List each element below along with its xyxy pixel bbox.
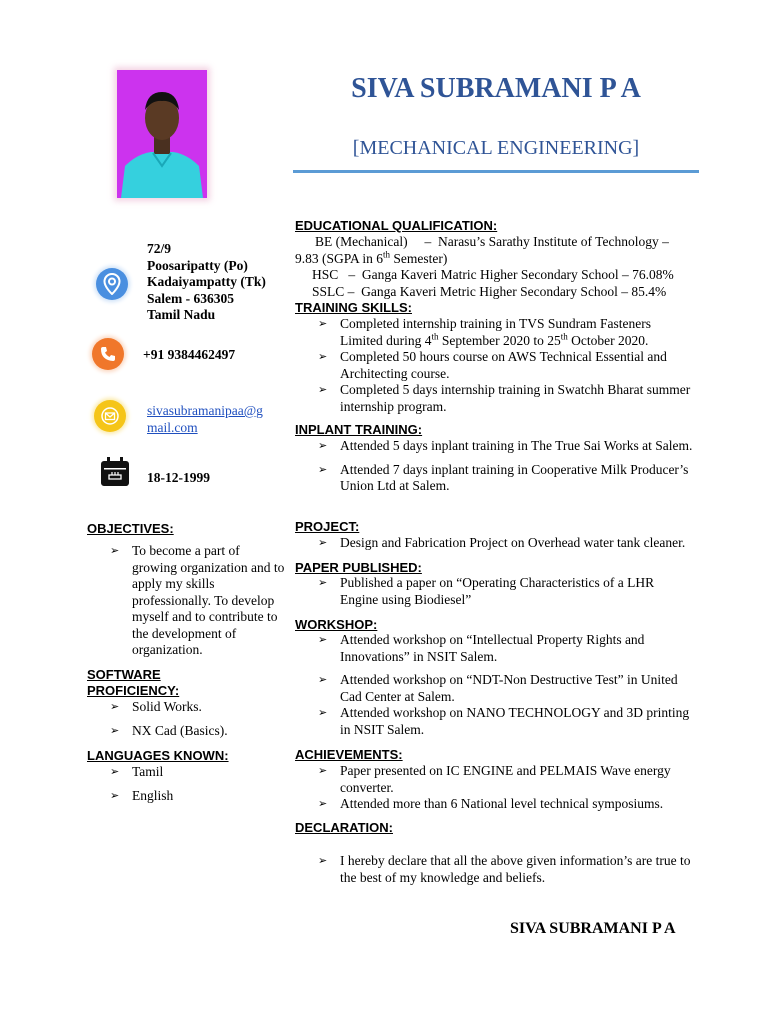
address-line: Kadaiyampatty (Tk) (147, 274, 266, 289)
list-item: ➢ Solid Works. (87, 699, 287, 716)
list-item: ➢ I hereby declare that all the above given information’s are true to the best of my knowledge and beliefs. (295, 853, 705, 886)
email-line-2: mail.com (147, 419, 198, 435)
address-line: Salem - 636305 (147, 290, 234, 306)
workshop-list (295, 632, 695, 738)
languages-heading: LANGUAGES KNOWN: (87, 748, 229, 763)
email-icon (94, 400, 126, 432)
declaration-list (295, 853, 705, 886)
inplant-list (295, 438, 695, 495)
list-item: ➢ Attended 5 days inplant training in The True Sai Works at Salem. (295, 438, 695, 455)
list-item: ➢ Completed 5 days internship training in Swatchh Bharat summer internship program. (295, 382, 695, 415)
address-line: Poosaripatty (Po) (147, 257, 248, 273)
workshop-heading: WORKSHOP: (295, 617, 378, 632)
phone-icon (92, 338, 124, 370)
education-be-line2: 9.83 (SGPA in 6th Semester) (295, 249, 448, 266)
achievements-list (295, 763, 695, 813)
project-heading: PROJECT: (295, 519, 360, 534)
list-item: ➢ Design and Fabrication Project on Overhead water tank cleaner. (295, 535, 705, 552)
list-item: ➢ Paper presented on IC ENGINE and PELMAIS Wave energy converter. (295, 763, 695, 796)
list-item: ➢ Attended workshop on NANO TECHNOLOGY and 3D printing in NSIT Salem. (295, 705, 695, 738)
address-line: Tamil Nadu (147, 307, 216, 322)
email-link[interactable] (147, 403, 272, 436)
education-hsc: HSC – Ganga Kaveri Matric Higher Secondary School – 76.08% (312, 267, 674, 282)
education-heading: EDUCATIONAL QUALIFICATION: (295, 218, 498, 233)
signature-name: SIVA SUBRAMANI P A (510, 920, 676, 937)
software-list (87, 699, 287, 739)
list-item: ➢ Completed 50 hours course on AWS Technical Essential and Architecting course. (295, 349, 695, 382)
list-item: ➢ Attended more than 6 National level technical symposiums. (295, 796, 695, 813)
list-item: ➢ Attended workshop on “Intellectual Property Rights and Innovations” in NSIT Salem. (295, 632, 695, 665)
address-line: 72/9 (147, 241, 172, 256)
achievements-heading: ACHIEVEMENTS: (295, 747, 403, 762)
list-item: ➢ To become a part of growing organization and to apply my skills professionally. To develop myself and to contribute to the development of organization. (87, 543, 287, 659)
list-item: ➢ NX Cad (Basics). (87, 723, 287, 740)
date-of-birth: 18-12-1999 (147, 470, 210, 485)
list-item: ➢ Tamil (87, 764, 287, 781)
list-item: ➢ Attended 7 days inplant training in Cooperative Milk Producer’s Union Ltd at Salem. (295, 462, 695, 495)
location-pin-icon (96, 268, 128, 300)
paper-heading: PAPER PUBLISHED: (295, 560, 422, 575)
list-item: ➢ English (87, 788, 287, 805)
paper-list (295, 575, 695, 608)
software-heading-line: SOFTWARE (87, 667, 161, 682)
training-list (295, 316, 695, 415)
declaration-heading: DECLARATION: (295, 820, 393, 835)
list-item: ➢ Attended workshop on “NDT-Non Destructive Test” in United Cad Center at Salem. (295, 672, 695, 705)
project-list (295, 535, 705, 552)
education-be-line1: BE (Mechanical) – Narasu’s Sarathy Institute of Technology – (315, 234, 669, 249)
email-line-1: sivasubramanipaa@g (147, 403, 263, 418)
calendar-icon (99, 457, 131, 487)
software-heading (87, 667, 179, 699)
languages-list (87, 764, 287, 804)
training-heading: TRAINING SKILLS: (295, 300, 412, 315)
education-sslc: SSLC – Ganga Kaveri Metric Higher Secondary School – 85.4% (312, 283, 667, 299)
list-item: ➢ Published a paper on “Operating Characteristics of a LHR Engine using Biodiesel” (295, 575, 695, 608)
objectives-list (87, 543, 287, 659)
candidate-name: SIVA SUBRAMANI P A (351, 73, 641, 104)
address-block (147, 241, 266, 324)
phone-number: +91 9384462497 (143, 347, 236, 362)
software-heading-line: PROFICIENCY: (87, 683, 180, 698)
education-block (295, 234, 695, 300)
profile-photo (117, 70, 207, 198)
list-item: ➢ Completed internship training in TVS Sundram Fasteners Limited during 4th September 2020 to 25th October 2020. (295, 316, 695, 349)
department-title: [MECHANICAL ENGINEERING] (352, 137, 640, 159)
header-rule (293, 170, 699, 173)
objectives-heading: OBJECTIVES: (87, 521, 174, 536)
inplant-heading: INPLANT TRAINING: (295, 422, 423, 437)
